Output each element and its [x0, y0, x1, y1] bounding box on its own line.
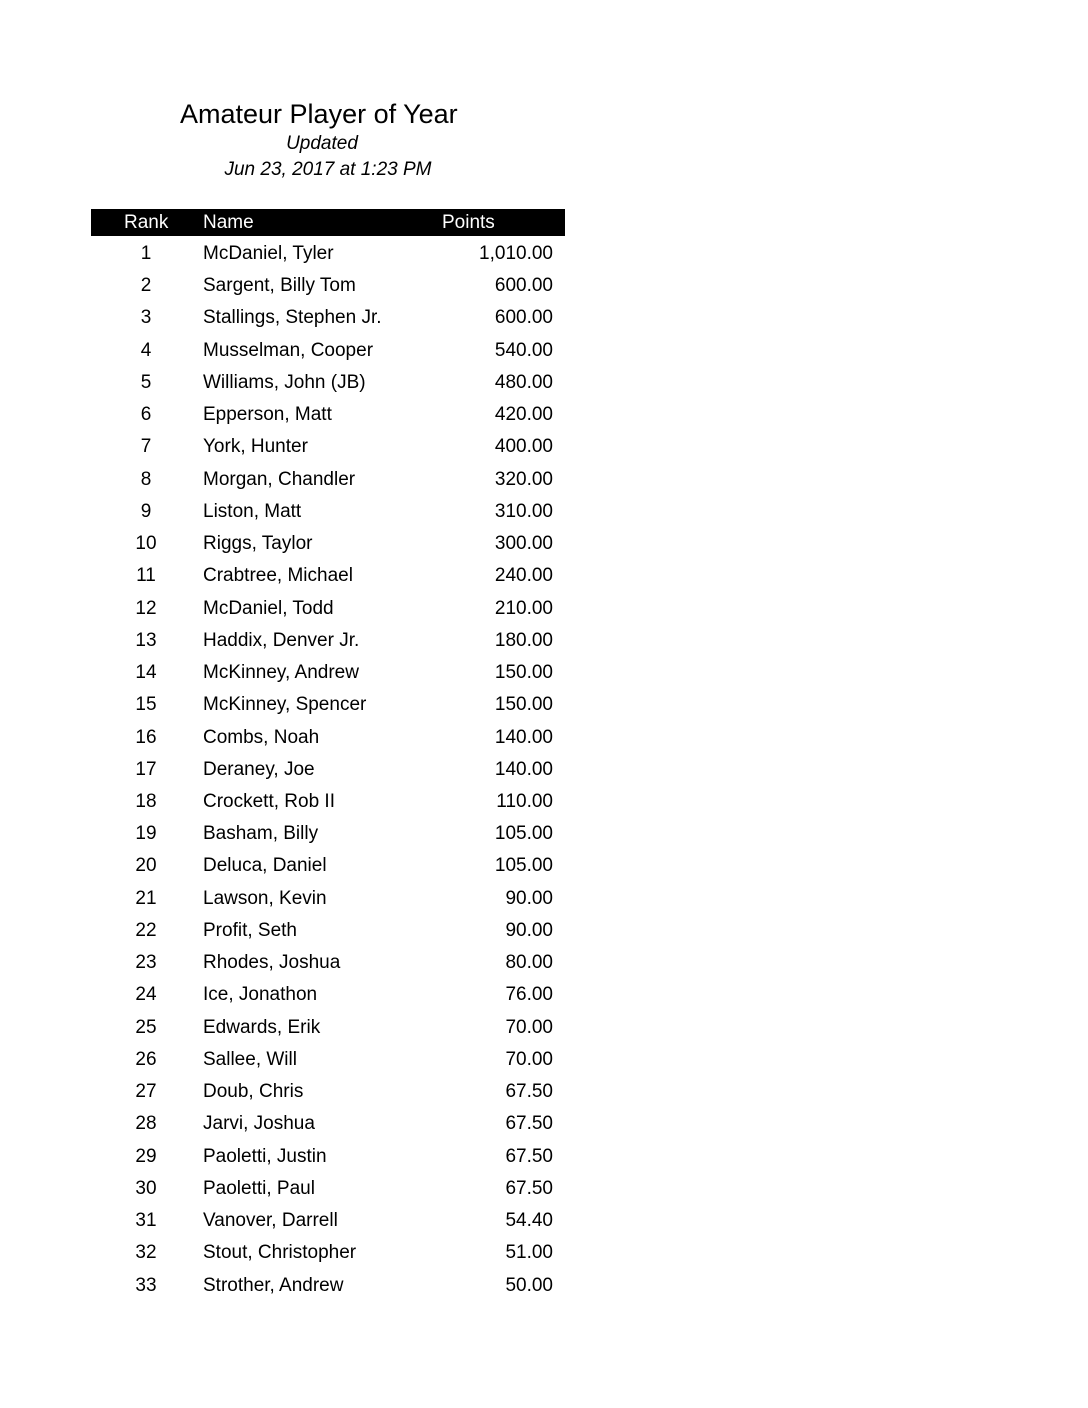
- points-cell: 105.00: [494, 855, 553, 877]
- table-row: [91, 850, 565, 882]
- standings-table: [91, 209, 565, 1302]
- name-cell: Morgan, Chandler: [203, 468, 356, 490]
- points-cell: 110.00: [496, 790, 553, 812]
- points-cell: 67.50: [505, 1081, 553, 1103]
- updated-label: Updated: [286, 133, 358, 154]
- rank-cell: 14: [135, 662, 157, 684]
- table-row: [91, 786, 565, 818]
- name-cell: Liston, Matt: [203, 500, 302, 522]
- table-row: [91, 560, 565, 592]
- name-cell: McDaniel, Todd: [203, 597, 334, 619]
- name-cell: Lawson, Kevin: [203, 887, 327, 909]
- points-cell: 600.00: [494, 275, 553, 297]
- rank-cell: 28: [135, 1113, 157, 1135]
- rank-cell: 21: [135, 887, 157, 909]
- name-cell: Epperson, Matt: [203, 404, 332, 426]
- rank-cell: 31: [135, 1210, 157, 1232]
- points-cell: 1,010.00: [479, 243, 553, 264]
- name-cell: Sargent, Billy Tom: [203, 275, 356, 297]
- page-title: Amateur Player of Year: [180, 99, 458, 129]
- name-cell: Strother, Andrew: [203, 1274, 344, 1296]
- points-cell: 140.00: [494, 758, 553, 780]
- table-row: [91, 1173, 565, 1205]
- table-row: [91, 1076, 565, 1108]
- points-cell: 300.00: [494, 533, 553, 555]
- rank-cell: 9: [140, 500, 152, 522]
- name-cell: Edwards, Erik: [203, 1016, 321, 1038]
- rank-cell: 15: [135, 694, 157, 716]
- rank-cell: 32: [135, 1242, 157, 1264]
- points-cell: 54.40: [505, 1210, 553, 1232]
- points-cell: 67.50: [505, 1145, 553, 1167]
- rank-cell: 12: [135, 597, 157, 619]
- points-cell: 70.00: [505, 1016, 553, 1038]
- table-row: [91, 657, 565, 689]
- table-row: [91, 915, 565, 947]
- table-row: [91, 593, 565, 625]
- rank-cell: 17: [135, 758, 157, 780]
- table-row: [91, 625, 565, 657]
- name-cell: Crockett, Rob II: [203, 790, 335, 812]
- table-row: [91, 689, 565, 721]
- name-cell: Haddix, Denver Jr.: [203, 629, 360, 651]
- points-cell: 210.00: [494, 597, 553, 619]
- name-cell: Paoletti, Paul: [203, 1177, 315, 1199]
- name-cell: Stout, Christopher: [203, 1242, 357, 1264]
- table-row: [91, 302, 565, 334]
- rank-cell: 13: [135, 629, 157, 651]
- rank-cell: 18: [135, 790, 157, 812]
- name-cell: York, Hunter: [203, 436, 308, 458]
- rank-cell: 8: [140, 468, 152, 490]
- name-cell: Williams, John (JB): [203, 371, 366, 393]
- name-cell: Basham, Billy: [203, 823, 319, 845]
- table-row: [91, 1270, 565, 1302]
- points-cell: 90.00: [505, 919, 553, 941]
- rank-cell: 33: [135, 1274, 157, 1296]
- table-row: [91, 399, 565, 431]
- name-cell: Vanover, Darrell: [203, 1210, 338, 1232]
- rank-cell: 11: [136, 565, 156, 587]
- table-row: [91, 431, 565, 463]
- table-row: [91, 238, 565, 270]
- points-cell: 320.00: [494, 468, 553, 490]
- name-cell: McDaniel, Tyler: [203, 243, 334, 264]
- points-cell: 70.00: [505, 1048, 553, 1070]
- table-row: [91, 367, 565, 399]
- name-cell: Profit, Seth: [203, 919, 297, 941]
- table-row: [91, 818, 565, 850]
- rank-cell: 6: [140, 404, 152, 426]
- name-cell: Musselman, Cooper: [203, 339, 374, 361]
- points-cell: 67.50: [505, 1113, 553, 1135]
- points-cell: 67.50: [505, 1177, 553, 1199]
- points-cell: 240.00: [494, 565, 553, 587]
- points-cell: 180.00: [494, 629, 553, 651]
- table-row: [91, 464, 565, 496]
- name-cell: Ice, Jonathon: [203, 984, 318, 1006]
- name-cell: Rhodes, Joshua: [203, 952, 341, 974]
- table-body: [91, 238, 565, 1302]
- column-header-name: Name: [203, 212, 254, 233]
- table-header: [91, 209, 565, 236]
- table-row: [91, 1012, 565, 1044]
- table-row: [91, 1044, 565, 1076]
- column-header-rank: Rank: [124, 212, 169, 233]
- points-cell: 51.00: [505, 1242, 553, 1264]
- points-cell: 480.00: [494, 371, 553, 393]
- updated-date: Jun 23, 2017 at 1:23 PM: [224, 159, 432, 180]
- name-cell: Stallings, Stephen Jr.: [203, 307, 382, 329]
- points-cell: 540.00: [494, 339, 553, 361]
- points-cell: 420.00: [494, 404, 553, 426]
- table-row: [91, 335, 565, 367]
- name-cell: Combs, Noah: [203, 726, 320, 748]
- rank-cell: 30: [135, 1177, 157, 1199]
- rank-cell: 7: [140, 436, 152, 458]
- rank-cell: 4: [140, 339, 152, 361]
- name-cell: Paoletti, Justin: [203, 1145, 327, 1167]
- rank-cell: 25: [135, 1016, 157, 1038]
- rank-cell: 16: [135, 726, 157, 748]
- rank-cell: 2: [140, 275, 152, 297]
- table-row: [91, 1108, 565, 1140]
- table-row: [91, 1141, 565, 1173]
- points-cell: 90.00: [505, 887, 553, 909]
- points-cell: 150.00: [494, 694, 553, 716]
- rank-cell: 22: [135, 919, 157, 941]
- name-cell: Crabtree, Michael: [203, 565, 353, 587]
- points-cell: 150.00: [494, 662, 553, 684]
- name-cell: Doub, Chris: [203, 1081, 304, 1103]
- name-cell: McKinney, Spencer: [203, 694, 367, 716]
- rank-cell: 27: [135, 1081, 157, 1103]
- rank-cell: 23: [135, 952, 157, 974]
- table-row: [91, 722, 565, 754]
- name-cell: Deluca, Daniel: [203, 855, 327, 877]
- table-row: [91, 979, 565, 1011]
- rank-cell: 5: [140, 371, 152, 393]
- rank-cell: 20: [135, 855, 157, 877]
- name-cell: McKinney, Andrew: [203, 662, 359, 684]
- points-cell: 105.00: [494, 823, 553, 845]
- table-row: [91, 1205, 565, 1237]
- table-row: [91, 1237, 565, 1269]
- rank-cell: 24: [135, 984, 157, 1006]
- table-row: [91, 754, 565, 786]
- points-cell: 400.00: [494, 436, 553, 458]
- points-cell: 140.00: [494, 726, 553, 748]
- name-cell: Sallee, Will: [203, 1048, 297, 1070]
- table-row: [91, 496, 565, 528]
- table-row: [91, 528, 565, 560]
- points-cell: 50.00: [505, 1274, 553, 1296]
- points-cell: 76.00: [505, 984, 553, 1006]
- rank-cell: 3: [140, 307, 152, 329]
- rank-cell: 26: [135, 1048, 157, 1070]
- table-row: [91, 883, 565, 915]
- column-header-points: Points: [442, 212, 495, 233]
- points-cell: 600.00: [494, 307, 553, 329]
- points-cell: 310.00: [494, 500, 553, 522]
- name-cell: Riggs, Taylor: [203, 533, 313, 555]
- points-cell: 80.00: [505, 952, 553, 974]
- rank-cell: 1: [140, 243, 152, 264]
- rank-cell: 10: [135, 533, 157, 555]
- table-row: [91, 947, 565, 979]
- name-cell: Jarvi, Joshua: [203, 1113, 315, 1135]
- table-row: [91, 270, 565, 302]
- name-cell: Deraney, Joe: [203, 758, 315, 780]
- rank-cell: 29: [135, 1145, 157, 1167]
- rank-cell: 19: [135, 823, 157, 845]
